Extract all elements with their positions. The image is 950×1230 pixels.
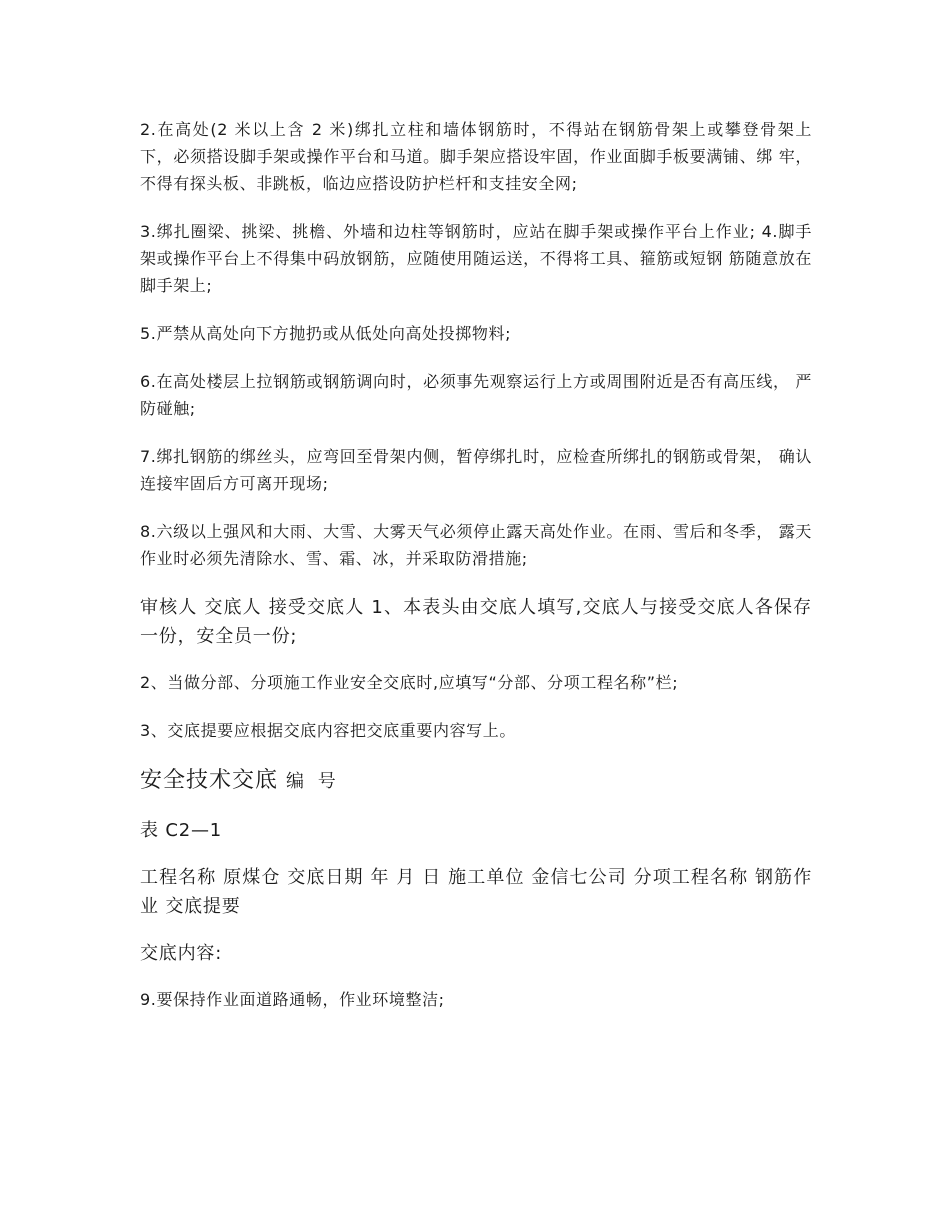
note-item-2: 2、当做分部、分项施工作业安全交底时,应填写“分部、分项工程名称”栏; [140,673,679,692]
rule-item-8: 8.六级以上强风和大雨、大雪、大雾天气必须停止露天高处作业。在雨、雪后和冬季， 露天作业时必须先清除水、雪、霜、冰，并采取防滑措施; [140,522,812,568]
heading-title: 安全技术交底 [140,768,279,793]
document-body [140,116,812,1034]
form-fields: 工程名称 原煤仓 交底日期 年 月 日 施工单位 金信七公司 分项工程名称 钢筋作业 交底提要 [140,867,812,917]
content-label: 交底内容: [140,943,223,964]
rule-item-2: 2.在高处(2 米以上含 2 米)绑扎立柱和墙体钢筋时，不得站在钢筋骨架上或攀登骨架上 下，必须搭设脚手架或操作平台和马道。脚手架应搭设牢固，作业面脚手板要满铺、绑 牢，不得有探头板、非跳板，临边应搭设防护栏杆和支挂安全网; [140,120,812,193]
rule-item-6: 6.在高处楼层上拉钢筋或钢筋调向时，必须事先观察运行上方或周围附近是否有高压线， 严防碰触; [140,372,812,418]
rule-item-7: 7.绑扎钢筋的绑丝头，应弯回至骨架内侧，暂停绑扎时，应检查所绑扎的钢筋或骨架， 确认连接牢固后方可离开现场; [140,447,812,493]
heading-number-label: 编 号 [286,771,340,792]
note-item-1: 审核人 交底人 接受交底人 1、本表头由交底人填写,交底人与接受交底人各保存一份，安全员一份; [140,597,812,647]
section-heading [140,765,812,798]
table-label: 表 C2—1 [140,820,222,841]
note-item-3: 3、交底提要应根据交底内容把交底重要内容写上。 [140,721,516,740]
rule-item-3-4: 3.绑扎圈梁、挑梁、挑檐、外墙和边柱等钢筋时，应站在脚手架或操作平台上作业; 4.脚手架或操作平台上不得集中码放钢筋，应随使用随运送，不得将工具、箍筋或短钢 筋随意放在脚手架上; [140,222,812,295]
rule-item-5: 5.严禁从高处向下方抛扔或从低处向高处投掷物料; [140,324,512,343]
rule-item-9: 9.要保持作业面道路通畅，作业环境整洁; [140,990,445,1009]
